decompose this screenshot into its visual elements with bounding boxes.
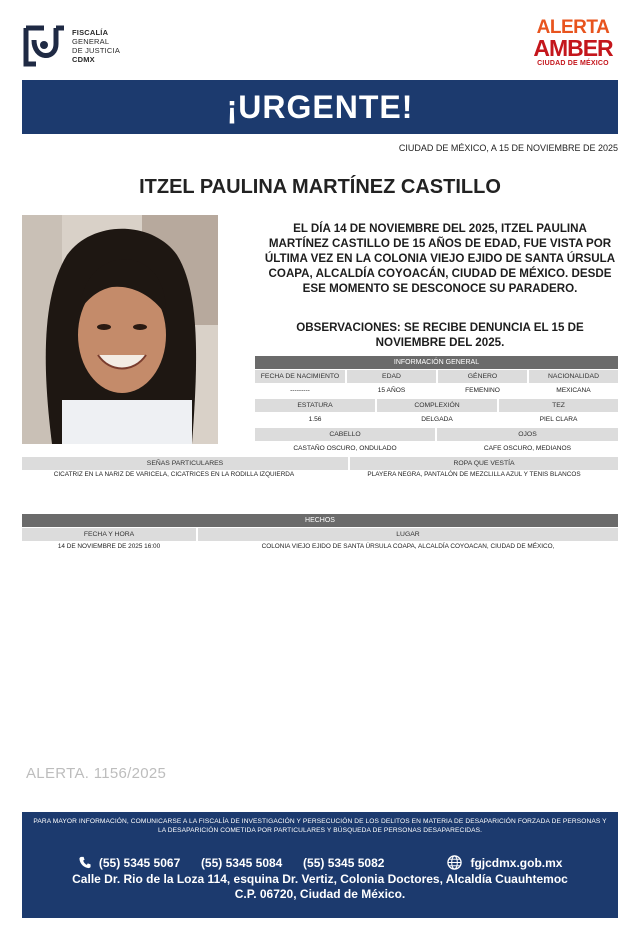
label-height: ESTATURA — [255, 399, 375, 412]
label-nationality: NACIONALIDAD — [529, 370, 618, 383]
label-clothing: ROPA QUE VESTÍA — [350, 457, 618, 470]
observations-text: OBSERVACIONES: SE RECIBE DENUNCIA EL 15 DE NOVIEMBRE DEL 2025. — [296, 321, 584, 349]
person-name: ITZEL PAULINA MARTÍNEZ CASTILLO — [139, 176, 501, 198]
website-link[interactable]: fgjcdmx.gob.mx — [470, 856, 563, 870]
label-date-time: FECHA Y HORA — [22, 528, 196, 541]
value-height: 1.56 — [308, 416, 322, 423]
value-gender: FEMENINO — [465, 387, 500, 394]
footer-note: PARA MAYOR INFORMACIÓN, COMUNICARSE A LA FISCALÍA DE INVESTIGACIÓN Y PERSECUCIÓN DE LOS DELITOS EN MATERIA DE DESAPARICIÓN FORZADA DE PERSONAS Y LA DESAPARICIÓN COMETIDA POR PARTICULARES Y BÚSQUEDA DE PERSONAS DESAPARECIDAS. — [33, 818, 607, 834]
value-birthdate: --------- — [290, 387, 310, 394]
label-gender: GÉNERO — [438, 370, 527, 383]
label-age: EDAD — [347, 370, 436, 383]
label-build: COMPLEXIÓN — [377, 399, 497, 412]
value-complexion: PIEL CLARA — [539, 416, 578, 423]
globe-icon — [447, 855, 462, 870]
fgj-text-line2: GENERAL — [72, 37, 110, 46]
value-distinguishing-marks: CICATRIZ EN LA NARIZ DE VARICELA, CICATRICES EN LA RODILLA IZQUIERDA — [53, 471, 295, 478]
date-line: CIUDAD DE MÉXICO, A 15 DE NOVIEMBRE DE 2025 — [398, 143, 618, 153]
label-distinguishing-marks: SEÑAS PARTICULARES — [22, 457, 348, 470]
fgj-text-line4: CDMX — [72, 55, 95, 64]
amber-logo-line2: AMBER — [533, 35, 613, 61]
footer — [22, 812, 618, 918]
value-hair: CASTAÑO OSCURO, ONDULADO — [293, 445, 397, 452]
phone-number-1[interactable]: (55) 5345 5067 — [98, 856, 181, 870]
value-place: COLONIA VIEJO EJIDO DE SANTA ÚRSULA COAPA, ALCALDÍA COYOACAN, CIUDAD DE MÉXICO, — [261, 543, 555, 550]
value-build: DELGADA — [421, 416, 453, 423]
amber-logo-line1: ALERTA — [536, 17, 610, 38]
value-eyes: CAFE OSCURO, MEDIANOS — [483, 445, 572, 452]
value-age: 15 AÑOS — [377, 387, 406, 394]
fgj-text-line3: DE JUSTICIA — [72, 46, 121, 55]
address-line-1: Calle Dr. Rio de la Loza 114, esquina Dr. Vertiz, Colonia Doctores, Alcaldía Cuauhtemoc — [72, 872, 568, 886]
contact-line — [22, 855, 618, 870]
phone-icon — [78, 856, 92, 869]
value-date-time: 14 DE NOVIEMBRE DE 2025 16:00 — [57, 543, 161, 550]
description-text: EL DÍA 14 DE NOVIEMBRE DEL 2025, ITZEL PAULINA MARTÍNEZ CASTILLO DE 15 AÑOS DE EDAD, FUE VISTA POR ÚLTIMA VEZ EN LA COLONIA VIEJO EJIDO DE SANTA ÚRSULA COAPA, ALCALDÍA COYOACÁN, CIUDAD DE MÉXICO. DESDE ESE MOMENTO SE DESCONOCE SU PARADERO. — [264, 222, 616, 295]
missing-person-photo — [22, 215, 218, 444]
portrait-image — [22, 215, 218, 444]
value-nationality: MEXICANA — [556, 387, 591, 394]
amber-logo-line3: CIUDAD DE MÉXICO — [537, 60, 609, 67]
phone-number-2[interactable]: (55) 5345 5084 — [200, 856, 283, 870]
label-place: LUGAR — [198, 528, 618, 541]
label-hair: CABELLO — [255, 428, 435, 441]
urgent-banner: ¡URGENTE! — [22, 80, 618, 134]
label-birthdate: FECHA DE NACIMIENTO — [255, 370, 345, 383]
address — [22, 872, 618, 902]
fgj-logo — [22, 20, 132, 72]
general-info-header: INFORMACIÓN GENERAL — [255, 356, 618, 369]
address-line-2: C.P. 06720, Ciudad de México. — [234, 887, 406, 901]
facts-header: HECHOS — [22, 514, 618, 527]
label-eyes: OJOS — [437, 428, 618, 441]
alert-number: ALERTA. 1156/2025 — [26, 765, 167, 782]
alerta-amber-logo — [526, 18, 620, 76]
phone-number-3[interactable]: (55) 5345 5082 — [303, 856, 385, 870]
label-complexion: TEZ — [499, 399, 618, 412]
value-clothing: PLAYERA NEGRA, PANTALÓN DE MEZCLILLA AZUL Y TENIS BLANCOS — [367, 471, 581, 478]
fgj-emblem-icon — [22, 20, 66, 72]
fgj-text-line1: FISCALÍA — [72, 28, 109, 37]
